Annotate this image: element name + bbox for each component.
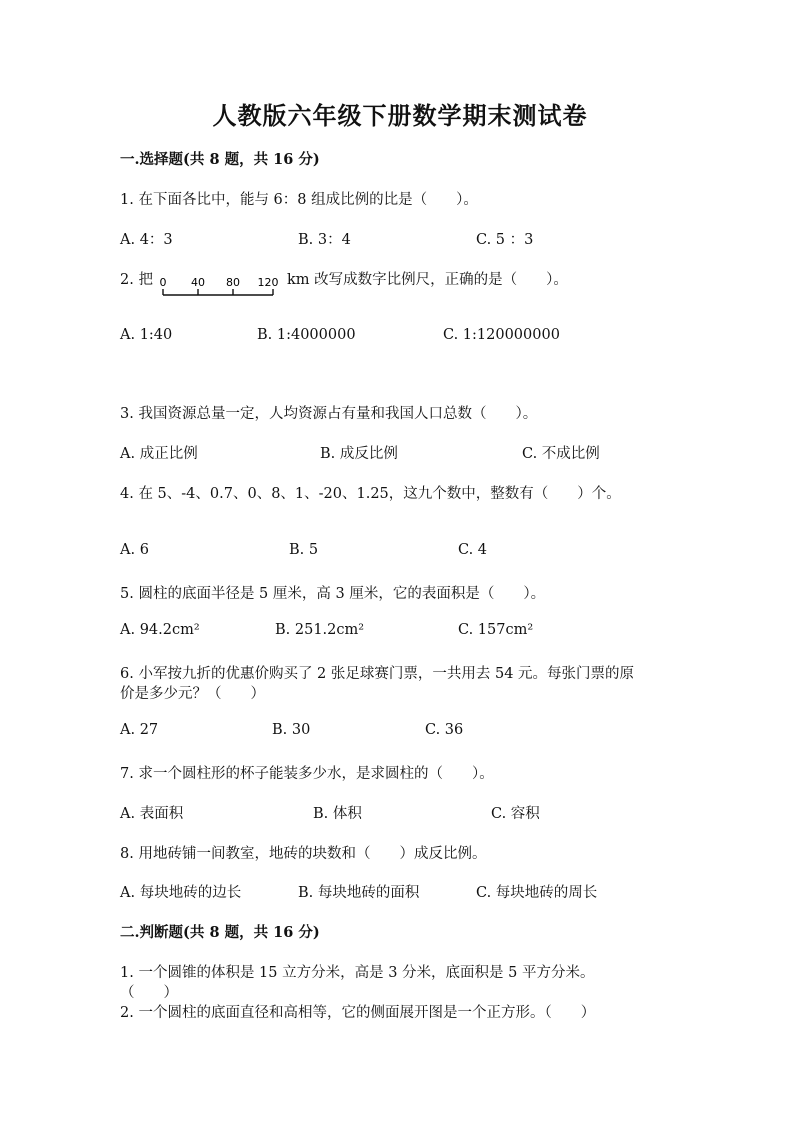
question-6-line1: 6. 小军按九折的优惠价购买了 2 张足球赛门票，一共用去 54 元。每张门票的原 [120, 666, 635, 682]
q3-option-a: A. 成正比例 [120, 446, 198, 462]
q8-option-c: C. 每块地砖的周长 [476, 885, 598, 901]
q2-option-a: A. 1:40 [120, 327, 173, 343]
q5-option-b: B. 251.2cm² [275, 622, 365, 638]
q1-option-b: B. 3：4 [298, 232, 351, 248]
section1-heading: 一.选择题(共 8 题，共 16 分) [120, 151, 320, 168]
scale-label-40: 40 [191, 276, 205, 289]
q6-option-b: B. 30 [272, 722, 311, 738]
q8-option-b: B. 每块地砖的面积 [298, 885, 420, 901]
q3-option-b: B. 成反比例 [320, 446, 398, 462]
question-6-line2: 价是多少元？（ ） [120, 686, 265, 702]
q7-option-a: A. 表面积 [120, 806, 184, 822]
q2-option-b: B. 1:4000000 [257, 327, 356, 343]
q5-option-c: C. 157cm² [458, 622, 534, 638]
q2-option-c: C. 1:120000000 [443, 327, 560, 343]
question-1: 1. 在下面各比中，能与 6：8 组成比例的比是（ ）。 [120, 192, 478, 208]
scale-label-120: 120 [257, 276, 279, 289]
question-7: 7. 求一个圆柱形的杯子能装多少水，是求圆柱的（ ）。 [120, 766, 494, 782]
question-3: 3. 我国资源总量一定，人均资源占有量和我国人口总数（ ）。 [120, 406, 538, 422]
q1-option-a: A. 4：3 [120, 232, 173, 248]
question-2-suffix: km 改写成数字比例尺，正确的是（ ）。 [287, 272, 568, 288]
q6-option-a: A. 27 [120, 722, 159, 738]
question-5: 5. 圆柱的底面半径是 5 厘米，高 3 厘米，它的表面积是（ ）。 [120, 586, 546, 602]
scale-label-0: 0 [159, 276, 167, 289]
judgment-2: 2. 一个圆柱的底面直径和高相等，它的侧面展开图是一个正方形。（ ） [120, 1005, 596, 1021]
scale-label-80: 80 [226, 276, 240, 289]
q6-option-c: C. 36 [425, 722, 464, 738]
q7-option-c: C. 容积 [491, 806, 540, 822]
question-4: 4. 在 5、-4、0.7、0、8、1、-20、1.25，这九个数中，整数有（ ）个。 [120, 486, 621, 502]
scale-bar [157, 274, 285, 300]
q3-option-c: C. 不成比例 [522, 446, 600, 462]
q1-option-c: C. 5 ：3 [476, 232, 534, 248]
q8-option-a: A. 每块地砖的边长 [120, 885, 242, 901]
judgment-1-line2: （ ） [120, 985, 178, 1001]
q4-option-b: B. 5 [289, 542, 319, 558]
q4-option-a: A. 6 [120, 542, 149, 558]
q5-option-a: A. 94.2cm² [120, 622, 200, 638]
q4-option-c: C. 4 [458, 542, 488, 558]
judgment-1-line1: 1. 一个圆锥的体积是 15 立方分米，高是 3 分米，底面积是 5 平方分米。 [120, 965, 595, 981]
q7-option-b: B. 体积 [313, 806, 362, 822]
question-8: 8. 用地砖铺一间教室，地砖的块数和（ ）成反比例。 [120, 846, 487, 862]
page-title: 人教版六年级下册数学期末测试卷 [212, 101, 588, 130]
section2-heading: 二.判断题(共 8 题，共 16 分) [120, 924, 320, 941]
question-2-prefix: 2. 把 [120, 272, 153, 288]
